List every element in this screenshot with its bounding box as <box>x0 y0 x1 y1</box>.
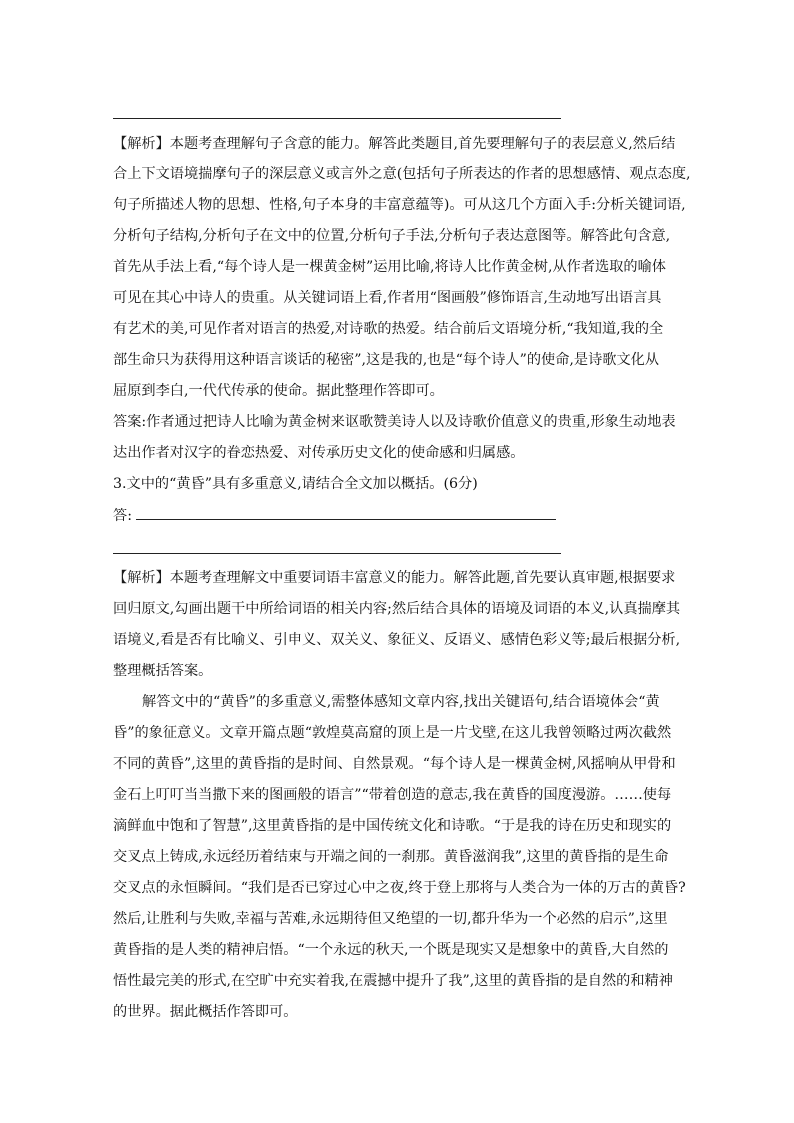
paragraph-line-8: 然后,让胜利与失败,幸福与苦难,永远期待但又绝望的一切,都升华为一个必然的启示”,这里 <box>113 911 668 927</box>
analysis2-text: 本题考查理解文中重要词语丰富意义的能力。解答此题,首先要认真审题,根据要求 <box>169 570 676 586</box>
analysis2-tag: 【解析】 <box>113 570 170 586</box>
paragraph-line-10: 悟性最完美的形式,在空旷中充实着我,在震撼中提升了我”,这里的黄昏指的是自然的和精神 <box>113 973 673 989</box>
analysis-text: 本题考查理解句子含意的能力。解答此类题目,首先要理解句子的表层意义,然后结 <box>169 136 676 152</box>
answer-rule-bottom[interactable] <box>113 553 561 554</box>
analysis-line-7: 有艺术的美,可见作者对语言的热爱,对诗歌的热爱。结合前后文语境分析,“我知道,我的全 <box>113 321 664 337</box>
analysis2-line-3: 语境义,看是否有比喻义、引申义、双关义、象征义、反语义、感情色彩义等;最后根据分析, <box>113 632 681 648</box>
paragraph-line-4: 金石上叮叮当当撒下来的图画般的语言”“带着创造的意志,我在黄昏的国度漫游。……使每 <box>113 787 672 803</box>
paragraph-line-1: 解答文中的“黄昏”的多重意义,需整体感知文章内容,找出关键语句,结合语境体会“黄 <box>142 694 660 710</box>
analysis-line-5: 首先从手法上看,“每个诗人是一棵黄金树”运用比喻,将诗人比作黄金树,从作者选取的喻体 <box>113 259 666 275</box>
analysis2-line-2: 回归原文,勾画出题干中所给词语的相关内容;然后结合具体的语境及词语的本义,认真揣摩其 <box>113 601 681 617</box>
paragraph-line-5: 滴鲜血中饱和了智慧”,这里黄昏指的是中国传统文化和诗歌。“于是我的诗在历史和现实的 <box>113 818 672 834</box>
analysis-line-6: 可见在其心中诗人的贵重。从关键词语上看,作者用“图画般”修饰语言,生动地写出语言具 <box>113 290 662 306</box>
paragraph-line-2: 昏”的象征意义。文章开篇点题“敦煌莫高窟的顶上是一片戈壁,在这儿我曾领略过两次截然 <box>113 725 672 741</box>
paragraph-line-11: 的世界。据此概括作答即可。 <box>113 1004 298 1020</box>
analysis2-line-1 <box>113 568 675 588</box>
paragraph-line-9: 黄昏指的是人类的精神启悟。“一个永远的秋天,一个既是现实又是想象中的黄昏,大自然的 <box>113 942 669 958</box>
analysis-line-2: 合上下文语境揣摩句子的深层意义或言外之意(包括句子所表达的作者的思想感情、观点态度, <box>113 166 691 182</box>
analysis-line-3: 句子所描述人物的思想、性格,句子本身的丰富意蕴等)。可从这几个方面入手:分析关键词语, <box>113 197 686 213</box>
analysis-line-8: 部生命只为获得用这种语言谈话的秘密”,这是我的,也是“每个诗人”的使命,是诗歌文化从 <box>113 352 660 368</box>
paragraph-line-6: 交叉点上铸成,永远经历着结束与开端之间的一刹那。黄昏滋润我”,这里的黄昏指的是生命 <box>113 849 669 865</box>
analysis-line-1 <box>113 134 675 154</box>
answer-rule-top <box>113 118 561 119</box>
question-3: 3.文中的“黄昏”具有多重意义,请结合全文加以概括。(6分) <box>113 476 478 492</box>
answer-label: 答: <box>113 508 132 524</box>
analysis-tag: 【解析】 <box>113 136 170 152</box>
paragraph-line-3: 不同的黄昏”,这里的黄昏指的是时间、自然景观。“每个诗人是一棵黄金树,风摇响从甲骨和 <box>113 756 676 772</box>
answer-blank-line[interactable] <box>136 505 556 520</box>
analysis-line-4: 分析句子结构,分析句子在文中的位置,分析句子手法,分析句子表达意图等。解答此句含意, <box>113 228 671 244</box>
paragraph-line-7: 交叉点的永恒瞬间。“我们是否已穿过心中之夜,终于登上那将与人类合为一体的万古的黄昏? <box>113 880 686 896</box>
answer-line-2: 达出作者对汉字的眷恋热爱、对传承历史文化的使命感和归属感。 <box>113 445 525 461</box>
answer-line-1: 答案:作者通过把诗人比喻为黄金树来讴歌赞美诗人以及诗歌价值意义的贵重,形象生动地表 <box>113 414 676 430</box>
answer-field-row <box>113 505 556 526</box>
analysis2-line-4: 整理概括答案。 <box>113 663 213 679</box>
analysis-line-9: 屈原到李白,一代代传承的使命。据此整理作答即可。 <box>113 383 444 399</box>
